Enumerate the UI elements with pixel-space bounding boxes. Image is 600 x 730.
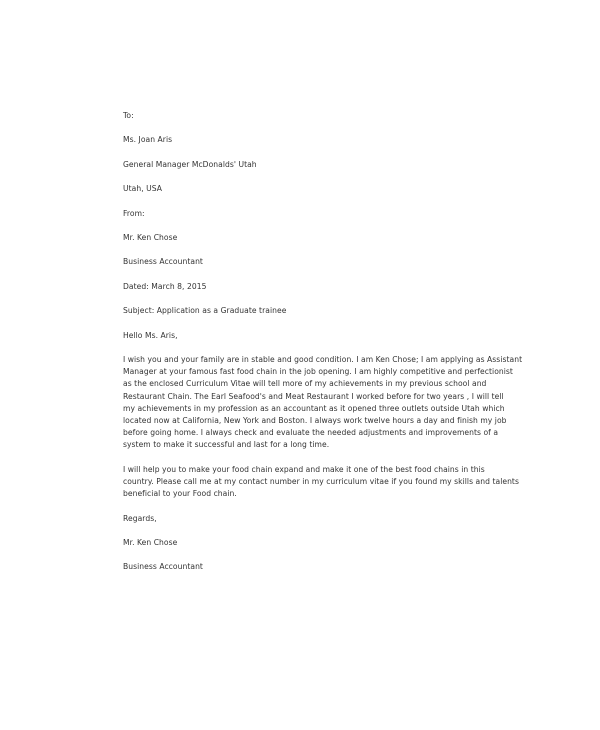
paragraph-line: as the enclosed Curriculum Vitae will tell more of my achievements in my previous school and [123, 379, 487, 389]
paragraph-line: country. Please call me at my contact number in my curriculum vitae if you found my skills and talents [123, 476, 519, 486]
body-paragraph-2 [123, 464, 519, 501]
paragraph-line: my achievements in my profession as an accountant as it opened three outlets outside Utah which [123, 403, 505, 413]
paragraph-line: Manager at your famous fast food chain in the job opening. I am highly competitive and perfectionist [123, 367, 513, 377]
signature-title: Business Accountant [123, 562, 203, 572]
paragraph-line: I will help you to make your food chain expand and make it one of the best food chains in this [123, 464, 485, 474]
signature-name: Mr. Ken Chose [123, 537, 178, 547]
recipient-location: Utah, USA [123, 184, 162, 194]
paragraph-line: beneficial to your Food chain. [123, 489, 237, 499]
paragraph-line: system to make it successful and last for a long time. [123, 440, 330, 450]
recipient-name: Ms. Joan Aris [123, 135, 173, 145]
to-label: To: [123, 111, 134, 120]
paragraph-line: before going home. I always check and evaluate the needed adjustments and improvements of a [123, 428, 499, 438]
salutation: Hello Ms. Aris, [123, 330, 178, 340]
letter-subject: Subject: Application as a Graduate trainee [123, 306, 287, 316]
sender-name: Mr. Ken Chose [123, 232, 178, 242]
letter-date: Dated: March 8, 2015 [123, 281, 207, 291]
sender-title: Business Accountant [123, 257, 203, 267]
paragraph-line: I wish you and your family are in stable and good condition. I am Ken Chose; I am applying as Assistant [123, 354, 523, 364]
cover-letter [123, 110, 523, 586]
recipient-title: General Manager McDonalds' Utah [123, 159, 257, 169]
paragraph-line: Restaurant Chain. The Earl Seafood's and Meat Restaurant I worked before for two years , I will tell [123, 391, 504, 401]
from-label: From: [123, 208, 145, 218]
paragraph-line: located now at California, New York and Boston. I always work twelve hours a day and finish my job [123, 415, 507, 425]
closing: Regards, [123, 513, 157, 523]
body-paragraph-1 [123, 354, 523, 452]
